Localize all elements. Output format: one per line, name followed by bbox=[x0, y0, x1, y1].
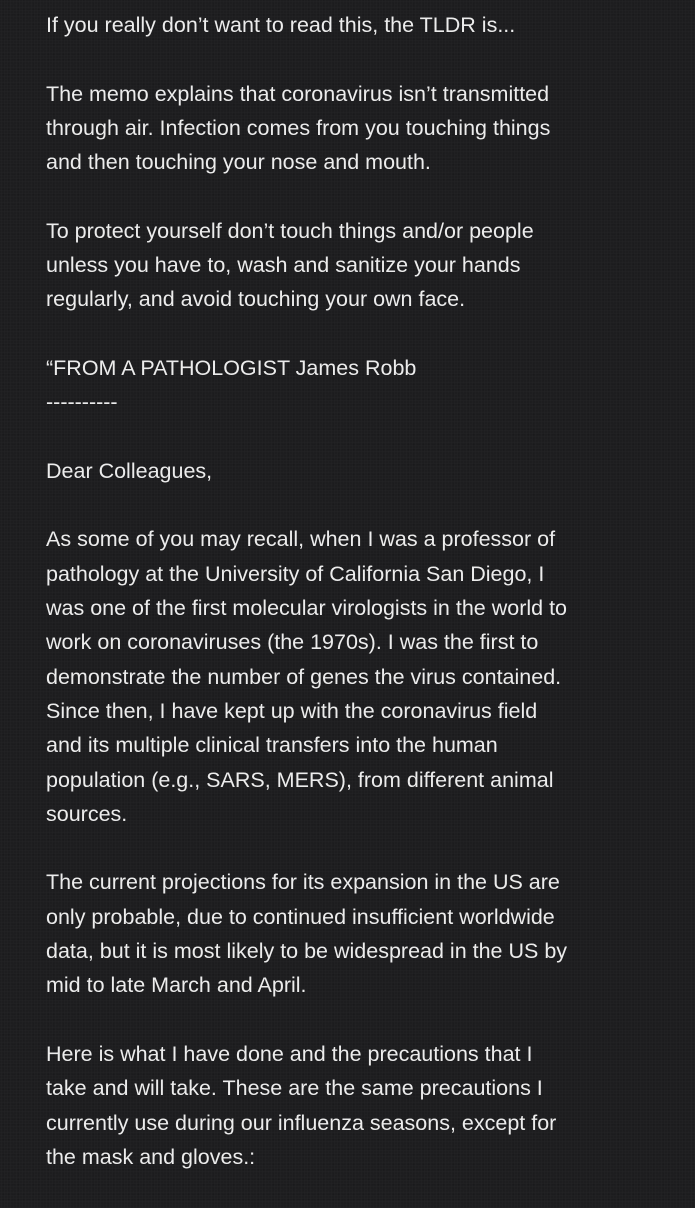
projection-paragraph: The current projections for its expansion in the US are only probable, due to continued insufficient worldwide data, but it is most likely to be widespread in the US by mid to late March and April. bbox=[46, 870, 568, 998]
tldr-intro: If you really don’t want to read this, the TLDR is... bbox=[46, 13, 516, 37]
note-body bbox=[46, 8, 676, 1208]
separator-dashes: ---------- bbox=[46, 390, 118, 415]
summary-paragraph: The memo explains that coronavirus isn’t transmitted through air. Infection comes from you touching things and then touching your nose and mouth. bbox=[46, 81, 551, 175]
advice-paragraph: To protect yourself don’t touch things and/or people unless you have to, wash and sanitize your hands regularly, and avoid touching your own face. bbox=[46, 218, 534, 312]
precautions-paragraph: Here is what I have done and the precautions that I take and will take. These are the same precautions I currently use during our influenza seasons, except for the mask and gloves.: bbox=[46, 1041, 557, 1169]
background-paragraph: As some of you may recall, when I was a professor of pathology at the University of California San Diego, I was one of the first molecular virologists in the world to work on coronaviruses (the 1970s). I was the first to demonstrate the number of genes the virus contained. Since then, I have kept up with the coronavirus field and its multiple clinical transfers into the human population (e.g., SARS, MERS), from different animal sources. bbox=[46, 527, 568, 826]
salutation: Dear Colleagues, bbox=[46, 458, 213, 483]
memo-attribution: “FROM A PATHOLOGIST James Robb bbox=[46, 355, 417, 380]
